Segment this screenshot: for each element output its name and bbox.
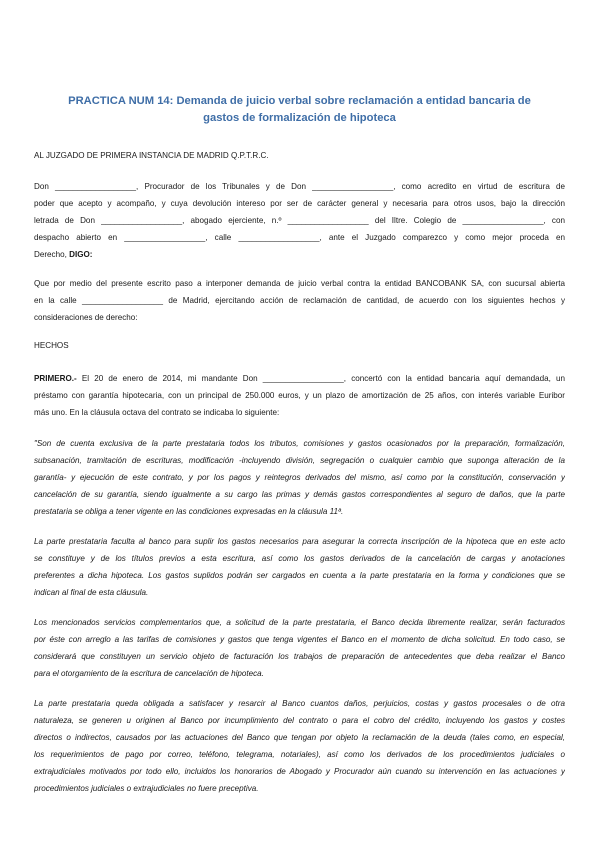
body-line: Que por medio del presente escrito paso a interponer demanda de juicio verbal contra la entidad BANCOBANK SA, con sucursal abierta — [34, 279, 565, 288]
quote-paragraph-4 — [34, 695, 565, 797]
title-line-1: PRACTICA NUM 14: Demanda de juicio verbal sobre reclamación a entidad bancaria de — [68, 95, 531, 107]
quote-line: cancelación de su garantía, siendo igualmente a su cargo las primas y demás gastos correspondientes al seguro de daños, que la parte — [34, 490, 565, 499]
quote-line: para el otorgamiento de la escritura de cancelación de hipoteca. — [34, 669, 264, 678]
quote-paragraph-2 — [34, 533, 565, 601]
document-title — [34, 93, 565, 127]
quote-line: La parte prestataria faculta al banco para suplir los gastos necesarios para asegurar la correcta inscripción de la hipoteca que en este acto — [34, 537, 565, 546]
quote-line: por éste con arreglo a las tarifas de comisiones y gastos que tenga vigentes el Banco en el momento de dicha solicitud. En todo caso, se — [34, 635, 565, 644]
quote-line: directos o indirectos, causados por las actuaciones del Banco que tengan por objeto la reclamación de la deuda (tales como, en especial, — [34, 733, 565, 742]
quote-line: procedimientos judiciales o extrajudiciales no fuere preceptiva. — [34, 784, 259, 793]
primero-line: préstamo con garantía hipotecaria, con un principal de 250.000 euros, y un plazo de amortización de 25 años, con interés variable Euribor — [34, 391, 565, 400]
quote-line: "Son de cuenta exclusiva de la parte prestataria todos los tributos, comisiones y gastos ocasionados por la preparación, formalización, — [34, 439, 565, 448]
intro-line: Don __________________, Procurador de los Tribunales y de Don __________________, como acredito en virtud de escritura de — [34, 182, 565, 191]
quote-line: indican al final de esta cláusula. — [34, 588, 149, 597]
intro-paragraph — [34, 178, 565, 263]
primero-line1-text: El 20 de enero de 2014, mi mandante Don __________________, concertó con la entidad bancaria aquí demandada, un — [76, 374, 565, 383]
quote-line: naturaleza, se generen u originen al Banco por incumplimiento del contrato o para el cobro del crédito, incluyendo los gastos y costes — [34, 716, 565, 725]
body-line: consideraciones de derecho: — [34, 313, 138, 322]
addressee — [34, 150, 565, 161]
body-paragraph — [34, 275, 565, 326]
quote-line: los requerimientos de pago por correo, teléfono, telegrama, notariales), así como los derivados de los procedimientos judiciales o — [34, 750, 565, 759]
intro-line: poder que acepto y acompaño, y cuya devolución intereso por ser de carácter general y necesaria para otros usos, bajo la dirección — [34, 199, 565, 208]
quote-line: La parte prestataria queda obligada a satisfacer y resarcir al Banco cuantos daños, perjuicios, costas y gastos procesales o de otra — [34, 699, 565, 708]
quote-paragraph-3 — [34, 614, 565, 682]
intro-line: despacho abierto en __________________, calle __________________, ante el Juzgado comparezco y como mejor proceda en — [34, 233, 565, 242]
title-line-2: gastos de formalización de hipoteca — [203, 112, 396, 124]
primero-paragraph — [34, 370, 565, 421]
quote-line: extrajudiciales motivados por todo ello, incluidos los honorarios de Abogado y Procurador aún cuando su intervención en las actuaciones y — [34, 767, 565, 776]
quote-line: prestataria se obliga a tener vigente en las condiciones expresadas en la cláusula 11ª. — [34, 507, 344, 516]
quote-paragraph-1 — [34, 435, 565, 520]
quote-line: considerará que constituyen un servicio objeto de facturación los trabajos de preparación de antecedentes que deba realizar el Banco — [34, 652, 565, 661]
hechos-heading — [34, 340, 565, 351]
quote-line: preferentes a dicha hipoteca. Los gastos suplidos podrán ser cargados en cuenta a la parte prestataria en la forma y condiciones que se — [34, 571, 565, 580]
digo-label: DIGO: — [69, 250, 93, 259]
intro-line: letrada de Don __________________, abogado ejerciente, n.º __________________ del Iltre. Colegio de __________________, con — [34, 216, 565, 225]
quote-line: garantía- y ejecución de este contrato, y por los pagos y reintegros derivados del mismo, así como por la constitución, conservación y — [34, 473, 565, 482]
hechos-heading-text: HECHOS — [34, 341, 69, 350]
addressee-text: AL JUZGADO DE PRIMERA INSTANCIA DE MADRID Q.P.T.R.C. — [34, 151, 269, 160]
quote-line: subsanación, tramitación de escrituras, modificación -incluyendo división, segregación o cualquier cambio que suponga alteración de la — [34, 456, 565, 465]
intro-last-prefix: Derecho, — [34, 250, 70, 259]
primero-label: PRIMERO.- — [34, 374, 77, 383]
intro-line-last — [34, 246, 565, 263]
quote-line: Los mencionados servicios complementarios que, a solicitud de la parte prestataria, el Banco decida libremente realizar, serán facturados — [34, 618, 565, 627]
primero-line: más uno. En la cláusula octava del contrato se indicaba lo siguiente: — [34, 408, 280, 417]
body-line: en la calle __________________ de Madrid, ejercitando acción de reclamación de cantidad, de acuerdo con los siguientes hechos y — [34, 296, 565, 305]
primero-line-1 — [34, 370, 565, 387]
quote-line: se constituye y de los títulos previos a esta escritura, así como los gastos derivados de la cancelación de cargas y anotaciones — [34, 554, 565, 563]
